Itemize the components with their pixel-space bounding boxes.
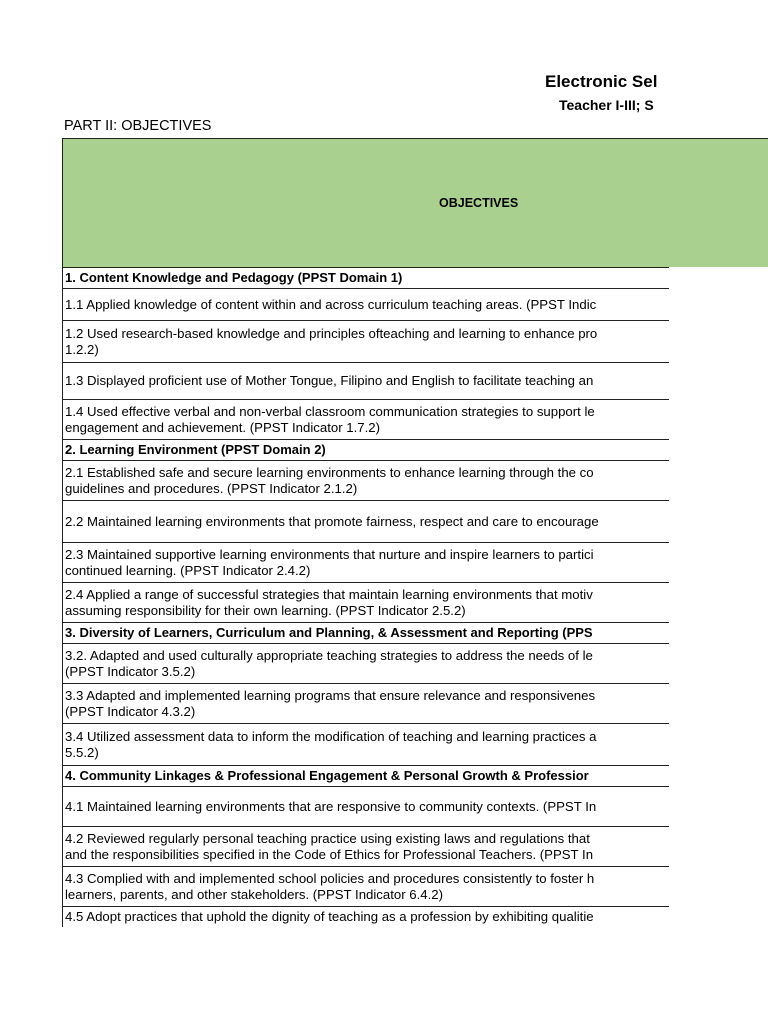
objective-row[interactable] <box>62 500 669 542</box>
part-label: PART II: OBJECTIVES <box>64 118 212 134</box>
objectives-column-header: OBJECTIVES <box>439 196 519 210</box>
domain-heading-row[interactable] <box>62 765 669 786</box>
objective-text-line: 1.1 Applied knowledge of content within and across curriculum teaching areas. (PPST Indic <box>65 296 597 312</box>
objective-text <box>65 326 669 359</box>
objective-text-line: 1.2 Used research-based knowledge and principles ofteaching and learning to enhance pro <box>65 325 598 341</box>
objectives-header-cell[interactable] <box>62 138 768 267</box>
objective-text <box>65 373 669 390</box>
objective-text-line: 4. Community Linkages & Professional Engagement & Personal Growth & Professior <box>65 768 589 784</box>
objective-row[interactable] <box>62 866 669 906</box>
objective-text <box>65 909 669 926</box>
objective-text-line: 3.4 Utilized assessment data to inform the modification of teaching and learning practices a <box>65 728 597 744</box>
objective-row[interactable] <box>62 542 669 582</box>
objective-text <box>65 871 669 904</box>
objective-text <box>65 729 669 762</box>
objective-row[interactable] <box>62 399 669 439</box>
objective-text <box>65 465 669 498</box>
objective-text-line: continued learning. (PPST Indicator 2.4.2) <box>65 563 311 578</box>
objective-row[interactable] <box>62 906 669 927</box>
objective-text-line: 2.1 Established safe and secure learning environments to enhance learning through the co <box>65 464 594 480</box>
objective-text-line: assuming responsibility for their own learning. (PPST Indicator 2.5.2) <box>65 603 466 618</box>
objective-text <box>65 404 669 437</box>
form-subtitle: Teacher I-III; S <box>559 97 654 113</box>
objective-text-line: 4.1 Maintained learning environments that are responsive to community contexts. (PPST In <box>65 798 597 814</box>
objective-row[interactable] <box>62 683 669 723</box>
objective-text-line: guidelines and procedures. (PPST Indicator 2.1.2) <box>65 481 358 496</box>
domain-heading-text <box>65 442 669 459</box>
domain-heading-text <box>65 768 669 785</box>
objective-text-line: 3.3 Adapted and implemented learning programs that ensure relevance and responsivenes <box>65 687 596 703</box>
objective-text-line: 1.2.2) <box>65 342 99 357</box>
objective-text-line: 4.5 Adopt practices that uphold the dignity of teaching as a profession by exhibiting qualitie <box>65 909 594 925</box>
objective-row[interactable] <box>62 643 669 683</box>
objective-text-line: 1.4 Used effective verbal and non-verbal classroom communication strategies to support le <box>65 403 595 419</box>
objective-text <box>65 547 669 580</box>
objectives-sheet <box>62 138 768 1018</box>
domain-heading-text <box>65 270 669 287</box>
objective-text <box>65 648 669 681</box>
objective-text-line: 2.3 Maintained supportive learning environments that nurture and inspire learners to partici <box>65 546 594 562</box>
objective-row[interactable] <box>62 723 669 765</box>
objective-row[interactable] <box>62 826 669 866</box>
objective-text <box>65 688 669 721</box>
objective-text <box>65 514 669 531</box>
objective-text-line: 2.2 Maintained learning environments that promote fairness, respect and care to encourage <box>65 513 599 529</box>
domain-heading-row[interactable] <box>62 622 669 643</box>
domain-heading-text <box>65 625 669 642</box>
objective-text <box>65 587 669 620</box>
objective-text-line: 4.2 Reviewed regularly personal teaching practice using existing laws and regulations that <box>65 830 590 846</box>
objective-row[interactable] <box>62 320 669 362</box>
domain-heading-row[interactable] <box>62 439 669 460</box>
objective-text-line: 3. Diversity of Learners, Curriculum and Planning, & Assessment and Reporting (PPS <box>65 625 593 641</box>
form-title: Electronic Sel <box>545 72 658 91</box>
objective-text <box>65 799 669 816</box>
objective-text-line: 2.4 Applied a range of successful strategies that maintain learning environments that motiv <box>65 586 593 602</box>
objective-text <box>65 297 669 314</box>
objective-row[interactable] <box>62 582 669 622</box>
objective-text-line: 3.2. Adapted and used culturally appropriate teaching strategies to address the needs of le <box>65 647 593 663</box>
objective-text-line: 5.5.2) <box>65 745 99 760</box>
objective-text-line: (PPST Indicator 4.3.2) <box>65 704 196 719</box>
objective-text-line: learners, parents, and other stakeholders. (PPST Indicator 6.4.2) <box>65 887 444 902</box>
objective-text-line: 1. Content Knowledge and Pedagogy (PPST Domain 1) <box>65 270 403 286</box>
objective-row[interactable] <box>62 786 669 826</box>
objective-row[interactable] <box>62 460 669 500</box>
objective-text-line: 4.3 Complied with and implemented school policies and procedures consistently to foster h <box>65 870 595 886</box>
objective-text-line: 2. Learning Environment (PPST Domain 2) <box>65 442 326 458</box>
objective-text-line: and the responsibilities specified in the Code of Ethics for Professional Teachers. (PPST In <box>65 847 594 862</box>
objective-row[interactable] <box>62 288 669 320</box>
objective-text-line: engagement and achievement. (PPST Indicator 1.7.2) <box>65 420 380 435</box>
objective-text-line: 1.3 Displayed proficient use of Mother Tongue, Filipino and English to facilitate teaching an <box>65 373 594 389</box>
objective-text-line: (PPST Indicator 3.5.2) <box>65 664 196 679</box>
objective-row[interactable] <box>62 362 669 399</box>
domain-heading-row[interactable] <box>62 267 669 288</box>
objective-text <box>65 831 669 864</box>
